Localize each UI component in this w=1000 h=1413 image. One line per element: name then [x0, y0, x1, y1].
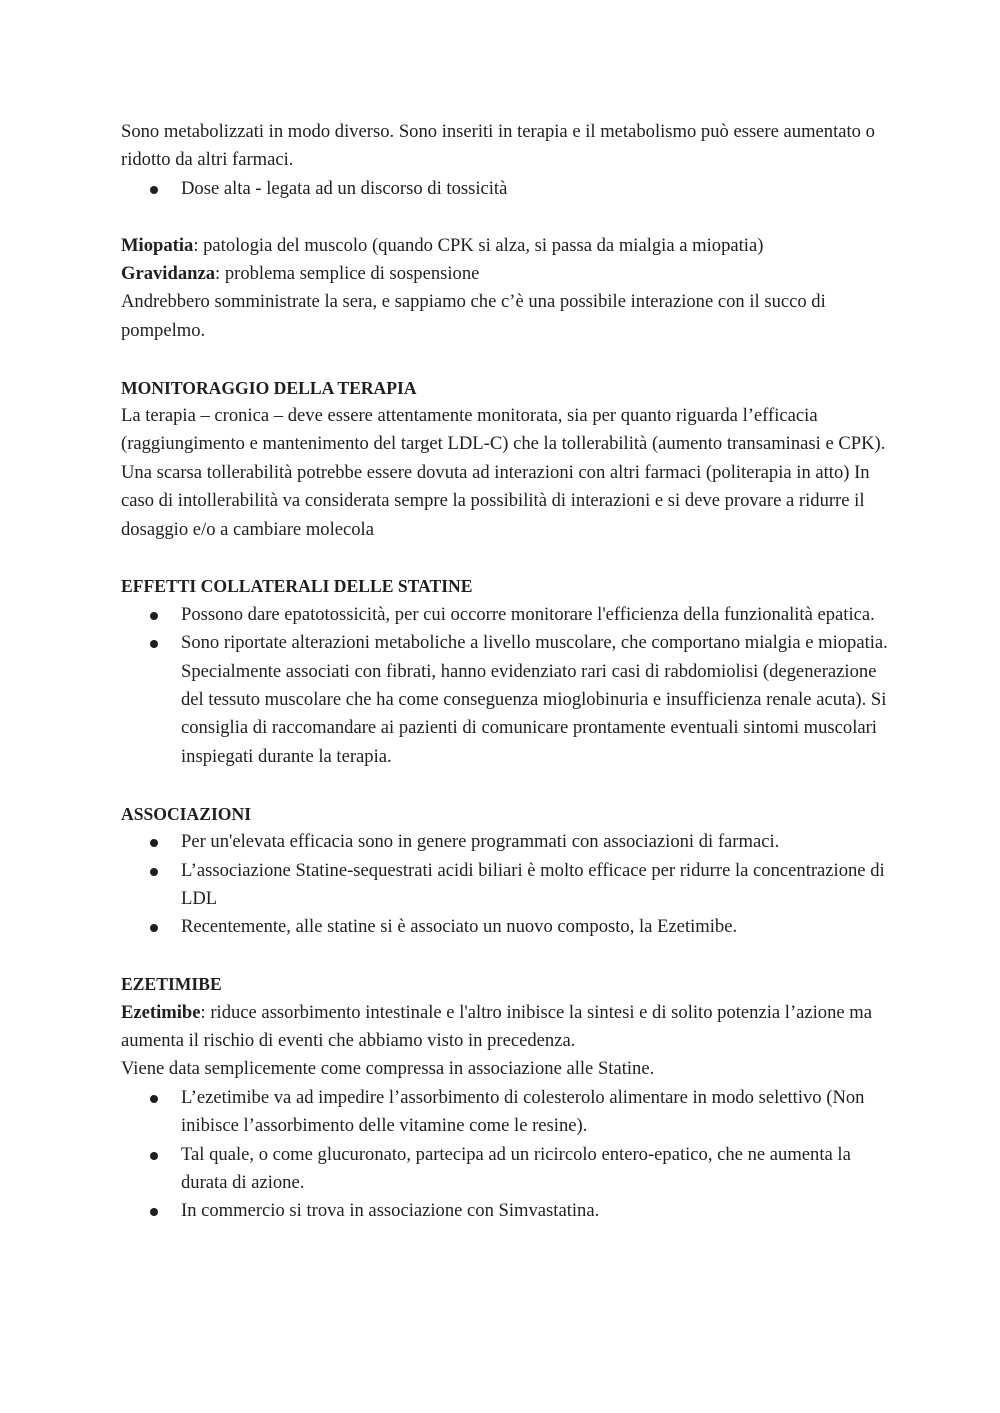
miopatia-definition — [121, 232, 891, 260]
bullet-icon — [150, 640, 158, 648]
ezetimibe-bullet-list — [121, 1084, 891, 1226]
gravidanza-definition — [121, 260, 891, 288]
section-heading-effetti: EFFETTI COLLATERALI DELLE STATINE — [121, 576, 473, 597]
bullet-icon — [150, 924, 158, 932]
administration-note: Andrebbero somministrate la sera, e sappiamo che c’è una possibile interazione con il succo di pompelmo. — [121, 291, 826, 341]
miopatia-term: Miopatia — [121, 234, 194, 256]
list-item-text: Recentemente, alle statine si è associato un nuovo composto, la Ezetimibe. — [181, 916, 738, 938]
bullet-icon — [150, 839, 158, 847]
section-heading-monitoraggio: MONITORAGGIO DELLA TERAPIA — [121, 377, 417, 398]
list-item — [121, 629, 891, 771]
list-item-text: L’associazione Statine-sequestrati acidi biliari è molto efficace per ridurre la concentrazione di LDL — [181, 859, 885, 909]
ezetimibe-text: : riduce assorbimento intestinale e l'altro inibisce la sintesi e di solito potenzia l’azione ma aumenta il rischio di eventi che abbiamo visto in precedenza. — [121, 1001, 873, 1051]
list-item — [121, 828, 891, 856]
document-page — [121, 118, 891, 1226]
list-item — [121, 601, 891, 629]
gravidanza-text: : problema semplice di sospensione — [215, 263, 480, 285]
section-heading-ezetimibe: EZETIMIBE — [121, 974, 222, 995]
bullet-icon — [150, 1095, 158, 1103]
bullet-icon — [150, 1208, 158, 1216]
list-item-text: Possono dare epatotossicità, per cui occorre monitorare l'efficienza della funzionalità epatica. — [181, 603, 875, 625]
list-item — [121, 857, 891, 914]
bullet-icon — [150, 612, 158, 620]
list-item-text: Dose alta - legata ad un discorso di tossicità — [181, 177, 508, 199]
bullet-icon — [150, 1152, 158, 1160]
list-item — [121, 1084, 891, 1141]
list-item-text: Per un'elevata efficacia sono in genere programmati con associazioni di farmaci. — [181, 831, 780, 853]
list-item-text: Sono riportate alterazioni metaboliche a livello muscolare, che comportano mialgia e miopatia. Specialmente associati con fibrati, hanno evidenziato rari casi di rabdomiolisi (degenerazione del tessuto muscolare che ha come conseguenza mioglobinuria e insufficienza renale acuta). Si consiglia di raccomandare ai pazienti di comunicare prontamente eventuali sintomi muscolari inspiegati durante la terapia. — [181, 632, 888, 767]
list-item-text: L’ezetimibe va ad impedire l’assorbimento di colesterolo alimentare in modo selettivo (Non inibisce l’assorbimento delle vitamine come le resine). — [181, 1086, 865, 1137]
list-item — [121, 1141, 891, 1198]
ezetimibe-term: Ezetimibe — [121, 1001, 201, 1023]
intro-paragraph: Sono metabolizzati in modo diverso. Sono inseriti in terapia e il metabolismo può essere aumentato o ridotto da altri farmaci. — [121, 121, 875, 171]
bullet-icon — [150, 186, 158, 194]
list-item-text: Tal quale, o come glucuronato, partecipa ad un ricircolo entero-epatico, che ne aumenta la durata di azione. — [181, 1143, 851, 1193]
bullet-icon — [150, 868, 158, 876]
gravidanza-term: Gravidanza — [121, 263, 216, 285]
list-item — [121, 175, 891, 203]
list-item-text: In commercio si trova in associazione con Simvastatina. — [181, 1200, 600, 1222]
list-item — [121, 1197, 891, 1225]
associazioni-bullet-list — [121, 828, 891, 942]
intro-bullet-list — [121, 175, 891, 203]
monitoraggio-paragraph: La terapia – cronica – deve essere attentamente monitorata, sia per quanto riguarda l’efficacia (raggiungimento e mantenimento del target LDL-C) che la tollerabilità (aumento transaminasi e CPK). Una scarsa tollerabilità potrebbe essere dovuta ad interazioni con altri farmaci (politerapia in atto) In caso di intollerabilità va considerata sempre la possibilità di interazioni e si deve provare a ridurre il dosaggio e/o a cambiare molecola — [121, 405, 886, 540]
ezetimibe-line: Viene data semplicemente come compressa in associazione alle Statine. — [121, 1058, 655, 1080]
miopatia-text: : patologia del muscolo (quando CPK si alza, si passa da mialgia a miopatia) — [193, 234, 764, 256]
effetti-bullet-list — [121, 601, 891, 771]
section-heading-associazioni: ASSOCIAZIONI — [121, 803, 252, 824]
list-item — [121, 913, 891, 941]
ezetimibe-definition — [121, 999, 891, 1056]
